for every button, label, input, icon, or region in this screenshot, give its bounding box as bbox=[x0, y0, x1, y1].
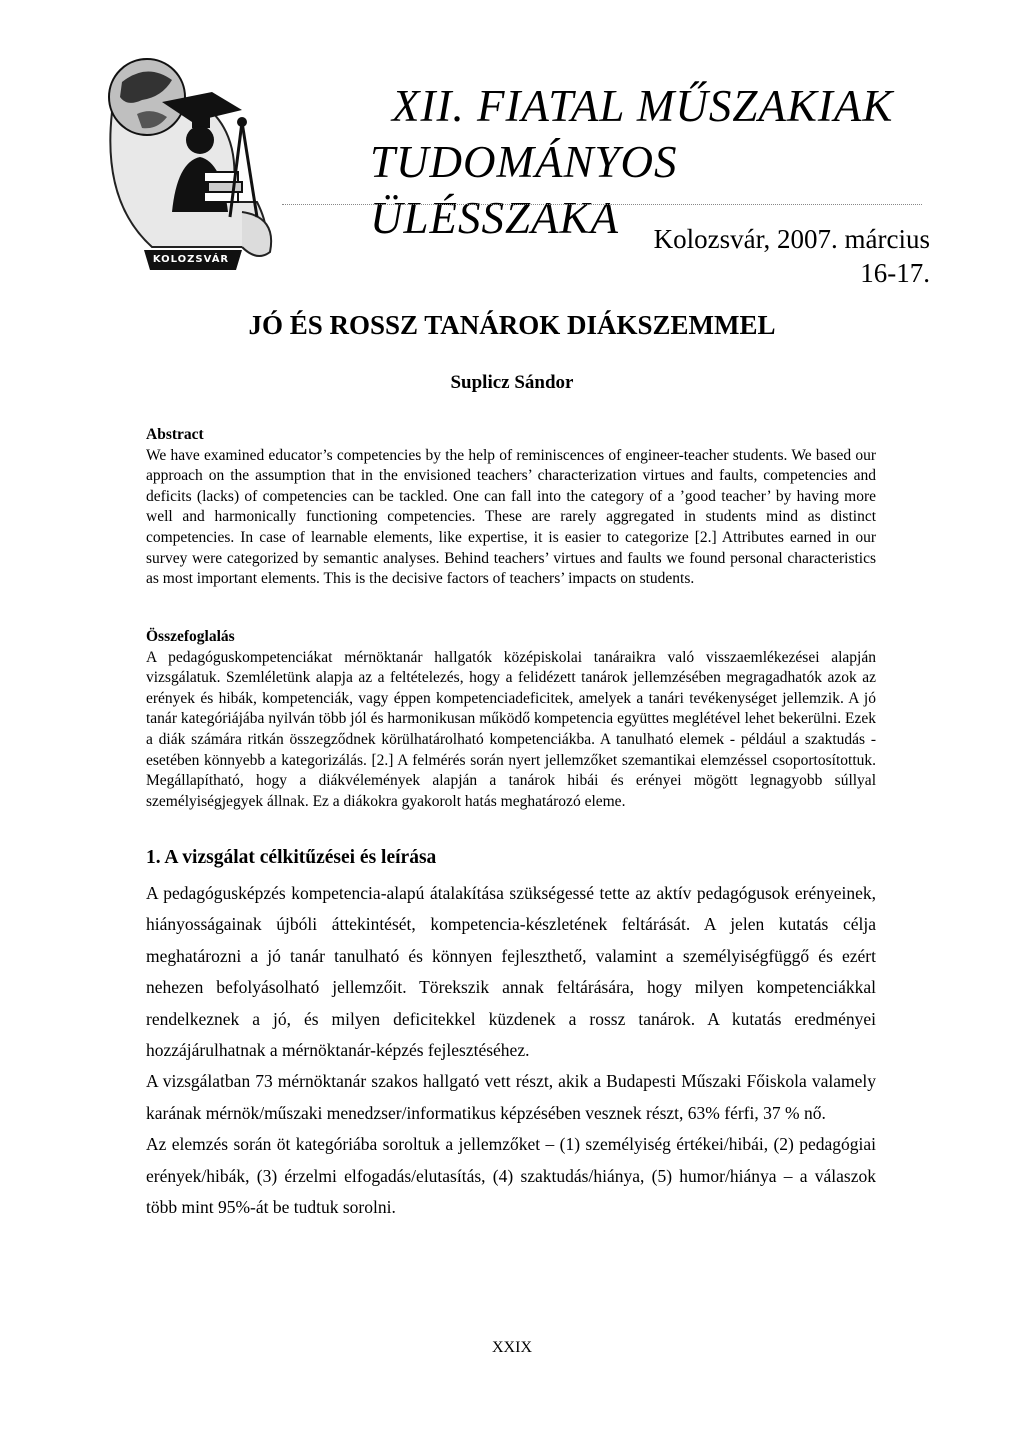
summary-heading: Összefoglalás bbox=[146, 628, 235, 645]
abstract-heading: Abstract bbox=[146, 426, 204, 443]
conference-title bbox=[370, 78, 930, 246]
section-body bbox=[146, 878, 876, 1223]
summary-section bbox=[146, 627, 876, 812]
conference-title-line1: XII. FIATAL MŰSZAKIAK bbox=[392, 81, 894, 131]
page-number: XXIX bbox=[492, 1339, 532, 1356]
paper-title: JÓ ÉS ROSSZ TANÁROK DIÁKSZEMMEL bbox=[248, 310, 776, 340]
header-divider bbox=[282, 204, 922, 205]
conference-logo bbox=[92, 52, 280, 274]
section-heading: 1. A vizsgálat célkitűzései és leírása bbox=[146, 847, 437, 868]
abstract-text: We have examined educator’s competencies by the help of reminiscences of engineer-teacher students. We based our approach on the assumption that in the envisioned teachers’ characterization virtues and faults, competencies and deficits (lacks) of competencies can be tackled. One can fall into the category of a ’good teacher’ by having more well and harmonically functioning competencies. These are rarely aggregated in students mind as distinct competencies. In case of learnable elements, like expertise, it is easier to categorize [2.] Attributes earned in our survey were categorized by semantic analyses. Behind teachers’ virtues and faults we found personal characteristics as most important elements. This is the decisive factors of teachers’ impacts on students. bbox=[146, 446, 876, 588]
body-paragraph: A vizsgálatban 73 mérnöktanár szakos hallgató vett részt, akik a Budapesti Műszaki Főiskola valamely karának mérnök/műszaki menedzser/informatikus képzésében vesznek részt, 63% férfi, 37 % nő. bbox=[146, 1071, 876, 1123]
body-paragraph: Az elemzés során öt kategóriába soroltuk a jellemzőket – (1) személyiség értékei/hibái, (2) pedagógiai erények/hibák, (3) érzelmi elfogadás/elutasítás, (4) szaktudás/hiánya, (5) humor/hiánya – a válaszok több mint 95%-át be tudtuk sorolni. bbox=[146, 1134, 876, 1218]
author-name: Suplicz Sándor bbox=[450, 372, 574, 393]
body-paragraph: A pedagógusképzés kompetencia-alapú átalakítása szükségessé tette az aktív pedagógusok erényeinek, hiányosságainak újbóli áttekintését, kompetencia-készletének feltárását. A jelen kutatás célja meghatározni a jó tanár tanulható és könnyen fejleszthető, valamint a személyiségfüggő és ezért nehezen befolyásolható jellemzőit. Törekszik annak feltárására, hogy milyen kompetenciákkal rendelkeznek a jó, és milyen deficitekkel küzdenek a rossz tanárok. A kutatás eredményei hozzájárulhatnak a mérnöktanár-képzés fejlesztéséhez. bbox=[146, 883, 876, 1061]
conference-place-date: Kolozsvár, 2007. március 16-17. bbox=[653, 224, 930, 288]
summary-text: A pedagóguskompetenciákat mérnöktanár hallgatók középiskolai tanáraikra való visszaemlékezései alapján vizsgálatuk. Szemléletünk alapja az a feltételezés, hogy a felidézett tanárok jellemzésében megragadhatók azok az erények és hibák, kompetenciák, vagy éppen kompetenciadeficitek, amelyek a tanári tevékenységet jellemzik. A jó tanár kategóriájába nyilván több jól és harmonikusan működő kompetencia együttes meglétével lehet bekerülni. Ezek a diák számára ritkán összegződnek körülhatárolható kompetenciákba. A tanulható elemek - például a szaktudás - esetében könnyebb a kategorizálás. [2.] A felmérés során nyert jellemzőket szemantikai elemzéssel csoportosítottuk. Megállapítható, hogy a diákvélemények alapján a tanárok hibái és erényei mögött legnagyobb súllyal személyiségjegyek állnak. Ez a diákokra gyakorolt hatás meghatározó eleme. bbox=[146, 648, 876, 810]
logo-label: KOLOZSVÁR bbox=[152, 254, 230, 265]
conference-title-line2: TUDOMÁNYOS ÜLÉSSZAKA bbox=[370, 137, 678, 243]
abstract-section bbox=[146, 425, 876, 590]
